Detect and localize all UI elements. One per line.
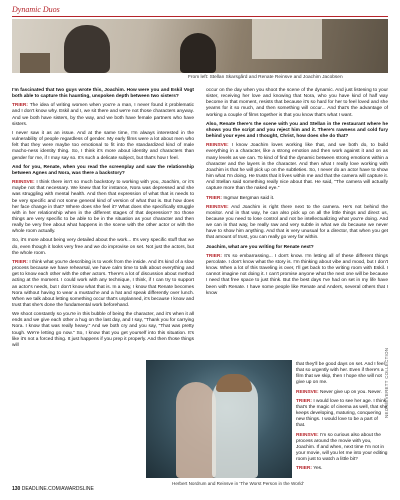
photo-hair [216,374,252,392]
column-right-lower [296,362,388,476]
speaker-label: REINSVE: [12,180,35,186]
speaker-label: TRIER: [12,103,28,109]
section-label: Dynamic Duos [12,5,60,14]
column-left [12,88,194,352]
photo-credit: NEON/EVERETT COLLECTION [384,347,389,418]
column-right [206,88,388,300]
speaker-label: TRIER: [206,195,222,201]
bottom-photo-caption: Herbert Nordrum and Reinsve in 'The Worst Person in the World' [172,481,304,486]
photo-figure-left [64,25,110,73]
answer-2 [12,180,194,235]
speaker-label: REINSVE: [296,432,319,438]
top-photo-caption: From left: Stellan Skarsgård and Renate Reinsve and Joachim Jacobsen [188,75,343,80]
header-rule [12,16,388,17]
answer-1-continued: I never saw it as an issue. And at the same time, I'm always interested in the vulnerability of people regardless of gender. My early films were a lot about men who felt that they were maybe too emotional to fit into the standardized kind of male macho-ness identity thing. So, I think it's more about identity and characters than gender for me, if I may say so. It's such a delicate subject, but that's how I feel. [12,130,194,161]
question-4: Also, Renate there's the scene with you and Stellan in the restaurant where he shows you the script and you reject him and it. There's rawness and cold fury behind your eyes and I thought, Christ, how does she do that? [206,121,388,140]
photo-figure-center [180,33,216,73]
bottom-photo [146,360,292,478]
speaker-label: REINSVE: [206,204,229,210]
answer-9 [296,399,388,430]
answer-4 [206,143,388,192]
speaker-label: REINSVE: [206,143,229,149]
answer-text: Never give up on you. Never. [320,389,382,395]
page-footer [12,486,94,492]
speaker-label: TRIER: [296,466,312,472]
photo-window [252,19,322,59]
answer-text: It's so embarrassing... I don't know. I'm letting all of these different things percolate. I don't know what the story is. I'm thinking about vibe and mood, but I don't know. When a lot of this traveling is over, I'll get back to the writing room with Eskil. I cannot imagine not doing it. I can't promise anyone what the next one will be because I need that free space to just think. But the best days I've had on set in my life have been with Renate. I have some people like Renate and Anders, several others that I know [206,253,388,296]
answer-text: I'm so curious also about the process around the movie with you, Joachim. If and when, next time I'm not in your movie, will you let me into your editing room just to watch a little bit? [296,432,388,463]
answer-5 [206,196,388,202]
speaker-label: REINSVE: [296,389,319,395]
page-number: 130 [12,486,21,492]
answer-text: The idea of writing women when you're a man, I never found it problematic and I don't know why. Eskil and I, we sit there and we're not those characters anyway. And we both have sisters, by the way, and we both have female partners who have sisters. [12,103,194,127]
answer-8 [296,390,388,396]
question-7: Joachim, what are you writing for Renate next? [206,244,314,250]
answer-10 [296,433,388,464]
answer-2-continued: So, it's more about being very detailed about the work... It's very specific stuff that we do, even though it looks very free and we do improvise on set. Not just the actors, but the whole room. [12,238,194,256]
answer-text: Yes. [313,466,323,472]
speaker-label: TRIER: [206,253,222,259]
answer-11 [296,466,388,472]
speaker-label: TRIER: [12,259,28,265]
photo-person-left [176,382,216,478]
answer-3-end: occur on the day when you shoot the scene of the dynamic. And just listening to your sister, receiving her love and knowing that Nora, who you have kind of half way become in that moment, resists that because it's so hard for her to feel loved and she yearns for it so much, and then something will occur... And that's the advantage of working a couple of films together is that you know that's what I want. [206,88,388,118]
answer-text: I would love to see her age. I think that's the magic of cinema as well, that she keeps developing, maturing, conquering new things. I would love to be a part of that. [296,398,388,429]
answer-7-end: that they'll be good days on set. And I feel that so urgently with her. Even if there's a film that we skip, then I hope she will not give up on me. [296,362,385,386]
answer-3 [12,260,194,309]
answer-text: I know Joachim loves working like that, and we both do, to build everything in a character, like a strong emotion and then work against it and on as many levels as we can. To kind of find the dynamic between strong emotions within a character and the layers in the character. And then what I really love working with Joachim is that he will pick up on the subtleties. So, I never do an actor have to show him what I'm doing. He trusts that it lives within me and that the camera will capture it. And Stellan said something really nice about that. He said, "The camera will actually capture more than the naked eye." [206,143,388,192]
answer-text: Ingmar Bergman said it. [223,195,275,201]
speaker-label: TRIER: [296,398,312,404]
answer-1 [12,103,194,128]
answer-6 [206,205,388,242]
answer-7 [206,254,388,297]
answer-text: I think what you're describing is to work from the inside. And it's kind of a slow process because we have rehearsal, we have calm time to talk about everything and get to know each other with the other actors. There's a lot of discussion about method acting at the moment. I could work with any technique, I think, if I can try to support an actor's needs, but I don't know what that is. In a way, I know that Renate becomes Nora without having to wear a mustache and a hat and speak differently over lunch. When we talk about letting something occur that's unplanned, it's because I know and trust that she's done the fundamental work beforehand. [12,259,194,308]
answer-text: I think there isn't so much backstory to working with you, Joachim, or it's maybe not that necessary. We knew that for instance, Nora was depressed and she was struggling with mental health. And then that expression of what that is needs to be very specific and not some general kind of version of what that is. But how does her face change in that? Where does she feel it? What does she specifically struggle with in her relationship when in the different stages of that depression? So those things are very specific to be able to be in the situation as your character and then really be very free about what happens in the scene with the other actor or with the whole room actually. [12,180,194,235]
question-2: And for you, Renate, when you read the screenplay and saw the relationship between Agnes and Nora, was there a backstory? [12,164,194,176]
top-photo [12,19,388,73]
answer-text: And Joachim is right there next to the camera. He's not behind the monitor. And in that way, he can also pick up on all the little things and direct us, because you need to lose control and not be intellectualizing what you're doing. And we can in that way, be really raw and very subtle in what we do because we never have to show him anything. And that is very unusual for a director, that when you get that amount of trust, you can really go very far within. [206,204,388,241]
photo-shelf [20,53,50,73]
question-1: I'm fascinated that two guys wrote this, Joachim. How were you and Eskil Vogt both able to capture this haunting, unspoken depth between two sisters? [12,88,194,100]
answer-3-continued: We shoot constantly so you're in this bubble of being the character, and it's when it all ends and we give each other a hug on the last day, and I say, "Thank you for carrying Nora. I know that was really heavy." And we both cry and you say, "That was pretty tough. We're letting go now." So, I know that you get yourself into this situation. It's like it's not a forced thing. It just happens if you prep it properly. And then those things will [12,312,194,348]
publication-url: DEADLINE.COM/AWARDSLINE [21,486,94,492]
